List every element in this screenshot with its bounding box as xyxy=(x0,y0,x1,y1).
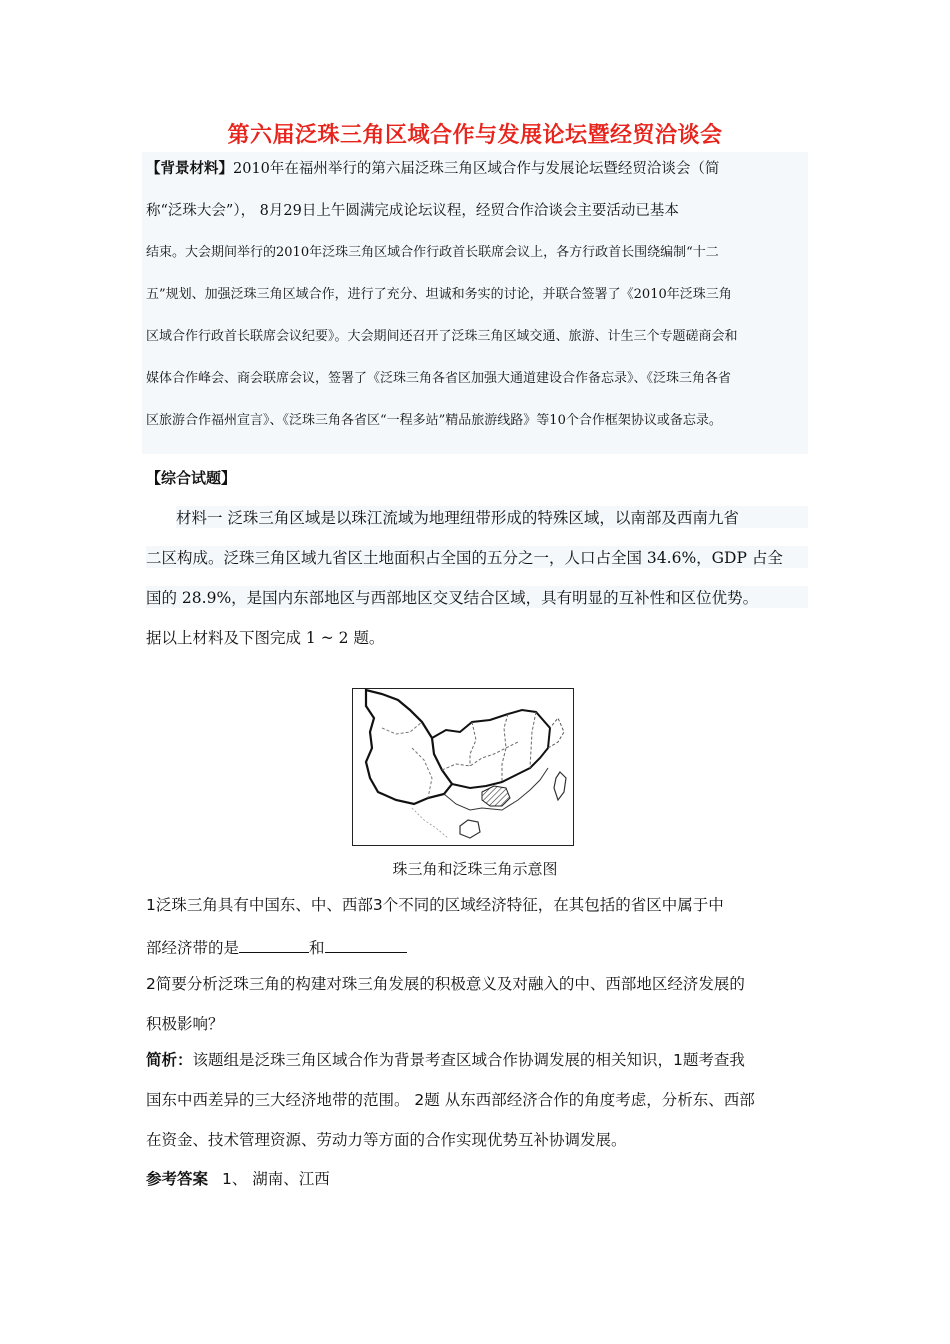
background-line-4: 五”规划、加强泛珠三角区域合作，进行了充分、坦诚和务实的讨论，并联合签署了《2010年泛珠三角 xyxy=(146,287,732,302)
material-line-2: 二区构成。泛珠三角区域九省区土地面积占全国的五分之一，人口占全国 34.6%，GDP 占全 xyxy=(146,546,808,568)
answer-blank-1[interactable] xyxy=(239,938,309,953)
figure-caption: 珠三角和泛珠三角示意图 xyxy=(392,860,558,878)
analysis-line-2: 国东中西差异的三大经济地带的范围。 2题 从东西部经济合作的角度考虑，分析东、西部 xyxy=(146,1091,755,1109)
page-title: 第六届泛珠三角区域合作与发展论坛暨经贸洽谈会 xyxy=(227,122,723,148)
question-2-line-2: 积极影响？ xyxy=(146,1015,224,1033)
analysis-line-1 xyxy=(146,1048,806,1070)
background-text-1: 2010年在福州举行的第六届泛珠三角区域合作与发展论坛暨经贸洽谈会（简 xyxy=(233,161,720,177)
region-map xyxy=(352,688,574,846)
background-line-7: 区旅游合作福州宣言》、《泛珠三角各省区“一程多站”精品旅游线路》等10个合作框架协议或备忘录。 xyxy=(146,413,722,428)
material-line-3: 国的 28.9%，是国内东部地区与西部地区交叉结合区域，具有明显的互补性和区位优势。 xyxy=(146,586,808,608)
material-instruction: 据以上材料及下图完成 1 ~ 2 题。 xyxy=(146,629,385,647)
answer-line xyxy=(146,1167,806,1189)
background-line-3: 结束。大会期间举行的2010年泛珠三角区域合作行政首长联席会议上，各方行政首长围绕编制“十二 xyxy=(146,245,719,260)
question-2-line-1: 2简要分析泛珠三角的构建对珠三角发展的积极意义及对融入的中、西部地区经济发展的 xyxy=(146,975,745,993)
region-map-figure xyxy=(352,688,574,846)
section-label: 【综合试题】 xyxy=(146,469,237,487)
answer-label: 参考答案 xyxy=(146,1170,209,1188)
question-1-prefix: 部经济带的是 xyxy=(146,939,240,957)
background-line-5: 区域合作行政首长联席会议纪要》。大会期间还召开了泛珠三角区域交通、旅游、计生三个专题磋商会和 xyxy=(146,329,738,344)
background-line-1 xyxy=(146,157,806,178)
background-line-2: 称“泛珠大会”）， 8月29日上午圆满完成论坛议程，经贸合作洽谈会主要活动已基本 xyxy=(146,203,679,219)
material-line-1: 材料一 泛珠三角区域是以珠江流域为地理纽带形成的特殊区域，以南部及西南九省 xyxy=(176,506,808,528)
question-1-line-1: 1泛珠三角具有中国东、中、西部3个不同的区域经济特征，在其包括的省区中属于中 xyxy=(146,896,724,914)
analysis-line-3: 在资金、技术管理资源、劳动力等方面的合作实现优势互补协调发展。 xyxy=(146,1131,627,1149)
question-1-and: 和 xyxy=(309,939,325,957)
analysis-label: 简析： xyxy=(146,1051,193,1069)
analysis-text-1: 该题组是泛珠三角区域合作为背景考查区域合作协调发展的相关知识，1题考查我 xyxy=(192,1051,745,1069)
question-1-line-2 xyxy=(146,936,806,958)
answer-text: 1、 湖南、江西 xyxy=(222,1170,330,1188)
background-label: 【背景材料】 xyxy=(146,160,233,177)
background-line-6: 媒体合作峰会、商会联席会议，签署了《泛珠三角各省区加强大通道建设合作备忘录》、《泛珠三角各省 xyxy=(146,371,732,386)
answer-blank-2[interactable] xyxy=(325,938,407,953)
